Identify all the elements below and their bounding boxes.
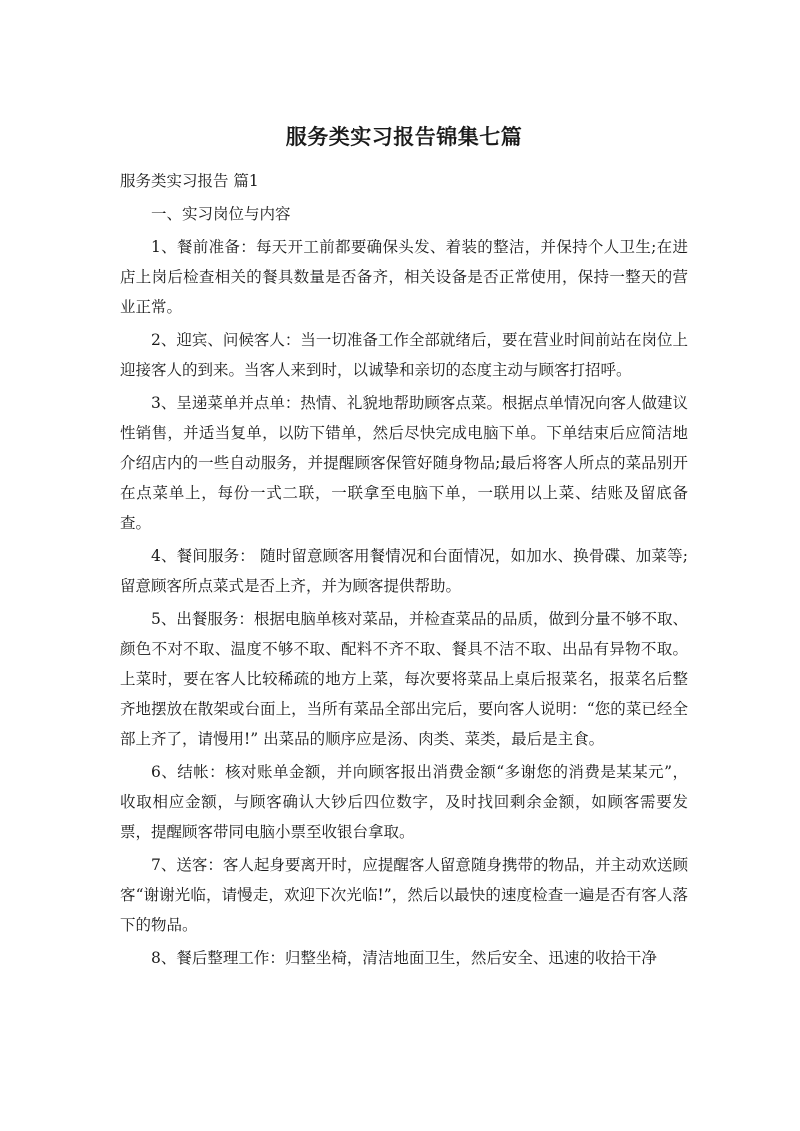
paragraph: 8、餐后整理工作：归整坐椅，清洁地面卫生，然后安全、迅速的收拾干净: [151, 949, 657, 967]
paragraph: 3、呈递菜单并点单：热情、礼貌地帮助顾客点菜。根据点单情况向客人做建议性销售，并适当复单，以防下错单，然后尽快完成电脑下单。下单结束后应简洁地介绍店内的一些自动服务，并提醒顾客保管好随身物品;最后将客人所点的菜品别开在点菜单上，每份一式二联，一联拿至电脑下单，一联用以上菜、结账及留底备查。: [120, 394, 688, 532]
paragraph: 2、迎宾、问候客人：当一切准备工作全部就绪后，要在营业时间前站在岗位上迎接客人的到来。当客人来到时，以诚挚和亲切的态度主动与顾客打招呼。: [120, 331, 688, 379]
paragraph: 4、餐间服务： 随时留意顾客用餐情况和台面情况，如加水、换骨碟、加菜等;留意顾客所点菜式是否上齐，并为顾客提供帮助。: [120, 547, 688, 595]
report-subtitle: 服务类实习报告 篇1: [120, 172, 259, 190]
paragraph: 7、送客：客人起身要离开时，应提醒客人留意随身携带的物品，并主动欢送顾客“谢谢光临，请慢走，欢迎下次光临!”，然后以最快的速度检查一遍是否有客人落下的物品。: [120, 856, 688, 934]
paragraph: 1、餐前准备：每天开工前都要确保头发、着装的整洁，并保持个人卫生;在进店上岗后检查相关的餐具数量是否备齐，相关设备是否正常使用，保持一整天的营业正常。: [120, 238, 688, 316]
paragraph: 一、实习岗位与内容: [151, 205, 291, 223]
paragraph: 5、出餐服务：根据电脑单核对菜品，并检查菜品的品质，做到分量不够不取、颜色不对不取、温度不够不取、配料不齐不取、餐具不洁不取、出品有异物不取。上菜时，要在客人比较稀疏的地方上菜，每次要将菜品上桌后报菜名，报菜名后整齐地摆放在散架或台面上，当所有菜品全部出完后，要向客人说明：“您的菜已经全部上齐了，请慢用!” 出菜品的顺序应是汤、肉类、菜类，最后是主食。: [120, 610, 688, 748]
document-title: 服务类实习报告锦集七篇: [285, 125, 523, 149]
paragraph: 6、结帐：核对账单金额，并向顾客报出消费金额“多谢您的消费是某某元”，收取相应金额，与顾客确认大钞后四位数字，及时找回剩余金额，如顾客需要发票，提醒顾客带同电脑小票至收银台拿取。: [120, 763, 688, 841]
